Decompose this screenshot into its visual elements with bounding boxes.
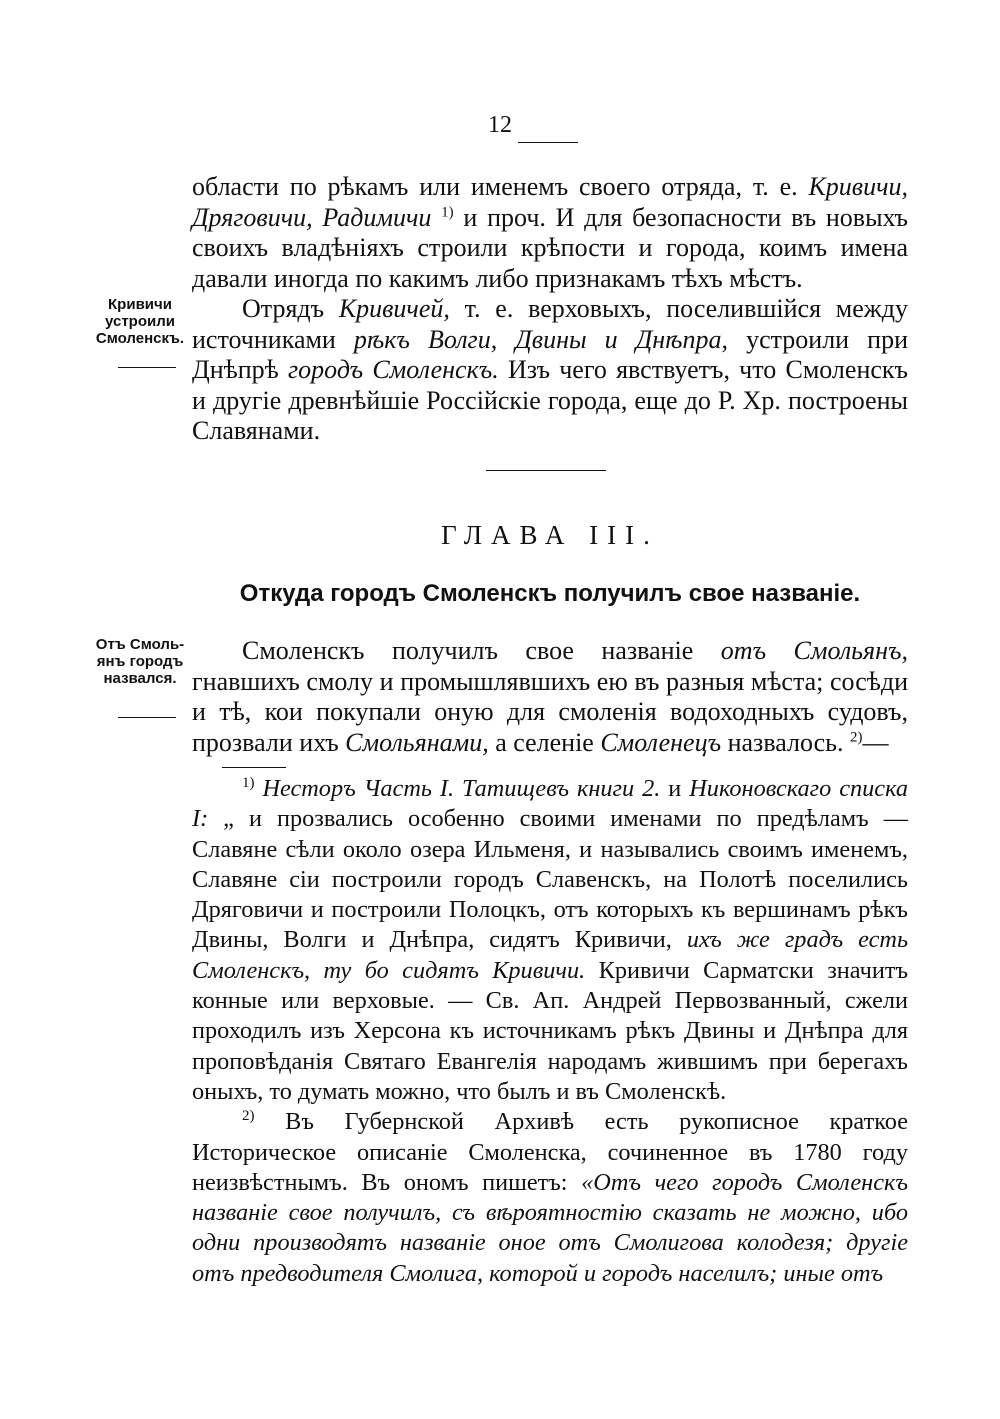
- footnote-rule: [222, 767, 286, 768]
- text-run: „ и прозвались особенно своими именами по предѣламъ — Славяне сѣли около озера Ильменя, и назывались своимъ именемъ, Славяне сіи построили городъ Славенскъ, на Полотѣ поселились Дряговичи и построили Полоцкъ, отъ которыхъ къ вершинамъ рѣкъ Двины, Волги и Днѣпра, сидятъ Кривичи,: [192, 805, 908, 954]
- text-run: устроили при Днѣпрѣ: [192, 324, 908, 384]
- text-run: Кривичи Сарматски значитъ конные или верховые. — Св. Ап. Андрей Первозванный, сжели проходилъ изъ Херсона къ источникамъ рѣкъ Двины и Днѣпра для проповѣданія Святаго Евангелія народамъ жившимъ при берегахъ оныхъ, то думать можно, что былъ и въ Смоленскѣ.: [192, 956, 909, 1105]
- italic-run: Несторъ Часть I. Татищевъ книги 2.: [262, 775, 661, 802]
- footnotes: [192, 774, 908, 1289]
- text-run: области по рѣкамъ или именемъ своего отряда, т. е.: [192, 172, 809, 201]
- paragraph-1: [192, 172, 908, 294]
- italic-run: Смоленецъ: [600, 727, 722, 757]
- margin-note-dash: [118, 717, 176, 718]
- chapter-title: ГЛАВА III.: [441, 520, 659, 550]
- italic-run: Кривичи, Дряговичи, Радимичи: [192, 172, 908, 232]
- italic-run: «Отъ чего городъ Смоленскъ названіе свое получилъ, съ вѣроятностію сказать не можно, ибо одни производятъ названіе оное отъ Смолигова колодезя; другіе отъ предводителя Смолига, которой и городъ населилъ; иные отъ: [192, 1168, 908, 1287]
- text-run: а селеніе: [488, 727, 601, 757]
- text-run: Въ Губернской Архивѣ есть рукописное краткое Историческое описаніе Смоленска, сочиненное въ 1780 году неизвѣстнымъ. Въ ономъ пишетъ:: [192, 1108, 908, 1196]
- page-number: 12: [488, 112, 512, 138]
- margin-note-krivichi: Кривичи устроили Смоленскъ.: [95, 296, 185, 347]
- text-run: и проч. И для безопасности въ новыхъ своихъ владѣніяхъ строили крѣпости и города, коимъ имена давали иногда по какимъ либо признакамъ тѣхъ мѣстъ.: [192, 202, 908, 293]
- footnote-marker: 1): [242, 774, 255, 791]
- paragraph-3: [192, 636, 908, 758]
- text-run: Отрядъ: [242, 294, 339, 323]
- text-run: Смоленскъ получилъ свое названіе: [242, 636, 721, 665]
- text-run: [431, 203, 441, 232]
- text-run: назвалось.: [721, 727, 851, 757]
- margin-note-smolyane: Отъ Смоль-янъ городъ назвался.: [95, 636, 185, 687]
- footnote-1: [192, 774, 908, 1107]
- text-run: и: [660, 775, 690, 802]
- section-divider: [486, 470, 606, 471]
- page-number-rule: [518, 142, 578, 143]
- footnote-ref: 2): [850, 728, 863, 745]
- chapter-subtitle: Откуда городъ Смоленскъ получилъ свое названіе.: [239, 580, 861, 607]
- paragraph-2: [192, 294, 908, 447]
- italic-run: рѣкъ Волги, Двины и Днѣпра,: [353, 324, 729, 354]
- footnote-2: [192, 1107, 908, 1289]
- italic-run: отъ Смольянъ,: [720, 636, 908, 665]
- italic-run: городъ Смоленскъ.: [288, 355, 499, 384]
- text-run: гнавшихъ смолу и промышлявшихъ ею въ разныя мѣста; сосѣди и тѣ, кои покупали оную для смоленія водоходныхъ судовъ, прозвали ихъ: [192, 666, 908, 757]
- text-run: т. е. верховыхъ, поселившійся между источниками: [192, 294, 908, 354]
- body-block-chapter: [192, 636, 908, 758]
- footnote-marker: 2): [242, 1108, 255, 1125]
- footnote-ref: 1): [441, 203, 454, 220]
- text-run: Изъ чего явствуетъ, что Смоленскъ и другіе древнѣйшіе Россійскіе города, еще до Р. Хр. построены Славянами.: [192, 355, 908, 445]
- italic-run: Кривичей,: [338, 294, 450, 323]
- margin-note-dash: [118, 367, 176, 368]
- italic-run: ихъ же градъ есть Смоленскъ, ту бо сидятъ Кривичи.: [192, 926, 909, 984]
- body-block-top: [192, 172, 908, 447]
- text-run: —: [862, 727, 889, 757]
- italic-run: Смольянами,: [345, 727, 489, 757]
- italic-run: Никоновскаго списка I:: [192, 775, 909, 833]
